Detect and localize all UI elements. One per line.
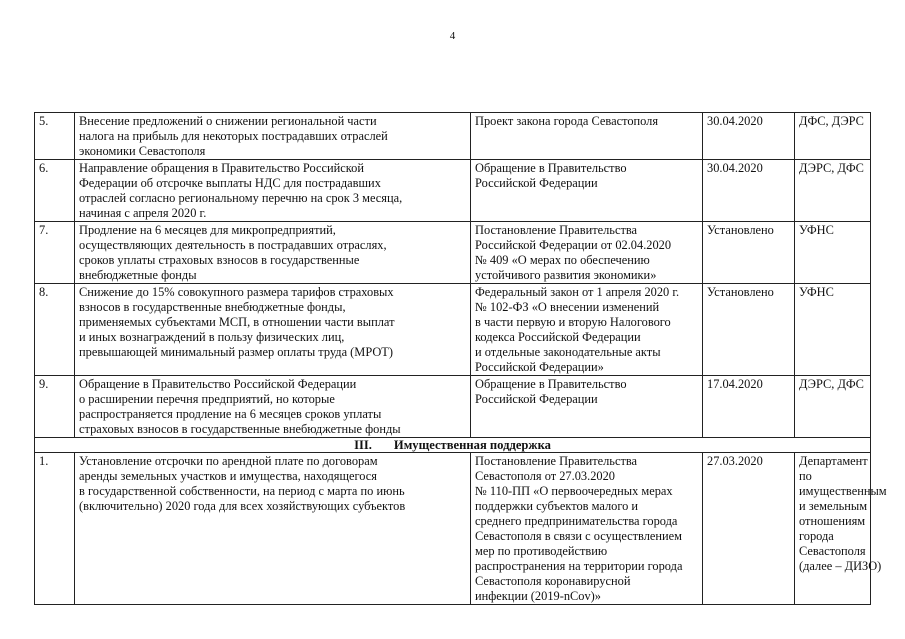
row-number-cell: 6. — [35, 160, 75, 222]
cell-text-line: Департамент — [799, 454, 868, 468]
row-number-cell: 5. — [35, 113, 75, 160]
cell-text-line: № 102-ФЗ «О внесении изменений — [475, 300, 660, 314]
cell-text-line: поддержки субъектов малого и — [475, 499, 639, 513]
table-row — [35, 160, 871, 222]
cell-text-line: и иных вознаграждений в пользу физических лиц, — [79, 330, 345, 344]
cell-text-line: кодекса Российской Федерации — [475, 330, 641, 344]
row-number-cell: 7. — [35, 222, 75, 284]
deadline-cell: 27.03.2020 — [703, 453, 795, 605]
cell-text-line: Постановление Правительства — [475, 454, 638, 468]
cell-text-line: УФНС — [799, 223, 834, 237]
cell-text-line: Направление обращения в Правительство Российской — [79, 161, 364, 175]
cell-text-line: (включительно) 2020 года для всех хозяйствующих субъектов — [79, 499, 406, 513]
cell-text-line: Обращение в Правительство Российской Федерации — [79, 377, 357, 391]
cell-text-line: Федеральный закон от 1 апреля 2020 г. — [475, 285, 680, 299]
table-row — [35, 453, 871, 605]
cell-text-line: о расширении перечня предприятий, но которые — [79, 392, 335, 406]
section-title: Имущественная поддержка — [393, 438, 551, 452]
deadline-cell: 30.04.2020 — [703, 113, 795, 160]
cell-text-line: превышающей минимальный размер оплаты труда (МРОТ) — [79, 345, 393, 359]
cell-text-line: Севастополя — [799, 544, 866, 558]
responsible-executor-cell — [795, 376, 871, 438]
deadline-cell: Установлено — [703, 284, 795, 376]
section-number: III. — [354, 438, 372, 452]
cell-text-line: внебюджетные фонды — [79, 268, 197, 282]
cell-text-line: № 110-ПП «О первоочередных мерах — [475, 484, 673, 498]
cell-text-line: Проект закона города Севастополя — [475, 114, 659, 128]
cell-text-line: осуществляющих деятельность в пострадавших отраслях, — [79, 238, 387, 252]
cell-text-line: распространения на территории города — [475, 559, 683, 573]
row-number-cell: 9. — [35, 376, 75, 438]
measure-description-cell — [75, 222, 471, 284]
cell-text-line: отраслей согласно региональному перечню на срок 3 месяца, — [79, 191, 403, 205]
cell-text-line: Обращение в Правительство — [475, 161, 627, 175]
legal-document-cell — [471, 160, 703, 222]
measure-description-cell — [75, 453, 471, 605]
cell-text-line: ДФС, ДЭРС — [799, 114, 864, 128]
cell-text-line: Продление на 6 месяцев для микропредприятий, — [79, 223, 336, 237]
cell-text-line: экономики Севастополя — [79, 144, 206, 158]
cell-text-line: Установление отсрочки по арендной плате по договорам — [79, 454, 378, 468]
cell-text-line: применяемых субъектами МСП, в отношении части выплат — [79, 315, 395, 329]
cell-text-line: мер по противодействию — [475, 544, 608, 558]
cell-text-line: в части первую и вторую Налогового — [475, 315, 671, 329]
measure-description-cell — [75, 376, 471, 438]
legal-document-cell — [471, 284, 703, 376]
deadline-cell: Установлено — [703, 222, 795, 284]
table-row — [35, 376, 871, 438]
cell-text-line: по — [799, 469, 812, 483]
cell-text-line: города — [799, 529, 834, 543]
measures-table-body — [35, 113, 887, 605]
cell-text-line: Постановление Правительства — [475, 223, 638, 237]
cell-text-line: распространяется продление на 6 месяцев сроков уплаты — [79, 407, 382, 421]
cell-text-line: (далее – ДИЗО) — [799, 559, 882, 573]
deadline-cell: 17.04.2020 — [703, 376, 795, 438]
deadline-cell: 30.04.2020 — [703, 160, 795, 222]
cell-text-line: Севастополя в связи с осуществлением — [475, 529, 683, 543]
table-row — [35, 113, 871, 160]
cell-text-line: и отдельные законодательные акты — [475, 345, 661, 359]
cell-text-line: УФНС — [799, 285, 834, 299]
cell-text-line: имущественным — [799, 484, 887, 498]
cell-text-line: страховых взносов в государственные внебюджетные фонды — [79, 422, 401, 436]
cell-text-line: Севастополя коронавирусной — [475, 574, 631, 588]
measure-description-cell — [75, 160, 471, 222]
cell-text-line: начиная с апреля 2020 г. — [79, 206, 207, 220]
legal-document-cell — [471, 113, 703, 160]
responsible-executor-cell — [795, 284, 871, 376]
responsible-executor-cell — [795, 222, 871, 284]
measure-description-cell — [75, 113, 471, 160]
row-number-cell: 1. — [35, 453, 75, 605]
cell-text-line: Снижение до 15% совокупного размера тарифов страховых — [79, 285, 394, 299]
measures-table — [34, 112, 887, 605]
cell-text-line: устойчивого развития экономики» — [475, 268, 657, 282]
section-header — [35, 438, 871, 453]
cell-text-line: Российской Федерации — [475, 176, 598, 190]
cell-text-line: № 409 «О мерах по обеспечению — [475, 253, 650, 267]
cell-text-line: отношениям — [799, 514, 866, 528]
cell-text-line: Внесение предложений о снижении региональной части — [79, 114, 377, 128]
legal-document-cell — [471, 376, 703, 438]
responsible-executor-cell — [795, 160, 871, 222]
cell-text-line: ДЭРС, ДФС — [799, 161, 864, 175]
cell-text-line: Федерации об отсрочке выплаты НДС для пострадавших — [79, 176, 381, 190]
responsible-executor-cell — [795, 113, 871, 160]
page-number: 4 — [449, 30, 456, 42]
cell-text-line: в государственной собственности, на период с марта по июнь — [79, 484, 405, 498]
cell-text-line: Севастополя от 27.03.2020 — [475, 469, 615, 483]
responsible-executor-cell — [795, 453, 887, 605]
cell-text-line: Российской Федерации от 02.04.2020 — [475, 238, 672, 252]
measure-description-cell — [75, 284, 471, 376]
cell-text-line: взносов в государственные внебюджетные фонды, — [79, 300, 346, 314]
cell-text-line: Обращение в Правительство — [475, 377, 627, 391]
cell-text-line: и земельным — [799, 499, 868, 513]
table-row — [35, 284, 871, 376]
cell-text-line: налога на прибыль для некоторых пострадавших отраслей — [79, 129, 388, 143]
cell-text-line: сроков уплаты страховых взносов в государственные — [79, 253, 360, 267]
table-row — [35, 222, 871, 284]
cell-text-line: Российской Федерации» — [475, 360, 604, 374]
legal-document-cell — [471, 222, 703, 284]
section-header-row — [35, 438, 871, 453]
row-number-cell: 8. — [35, 284, 75, 376]
legal-document-cell — [471, 453, 703, 605]
cell-text-line: среднего предпринимательства города — [475, 514, 678, 528]
cell-text-line: ДЭРС, ДФС — [799, 377, 864, 391]
cell-text-line: Российской Федерации — [475, 392, 598, 406]
cell-text-line: инфекции (2019-nCov)» — [475, 589, 602, 603]
cell-text-line: аренды земельных участков и имущества, находящегося — [79, 469, 377, 483]
